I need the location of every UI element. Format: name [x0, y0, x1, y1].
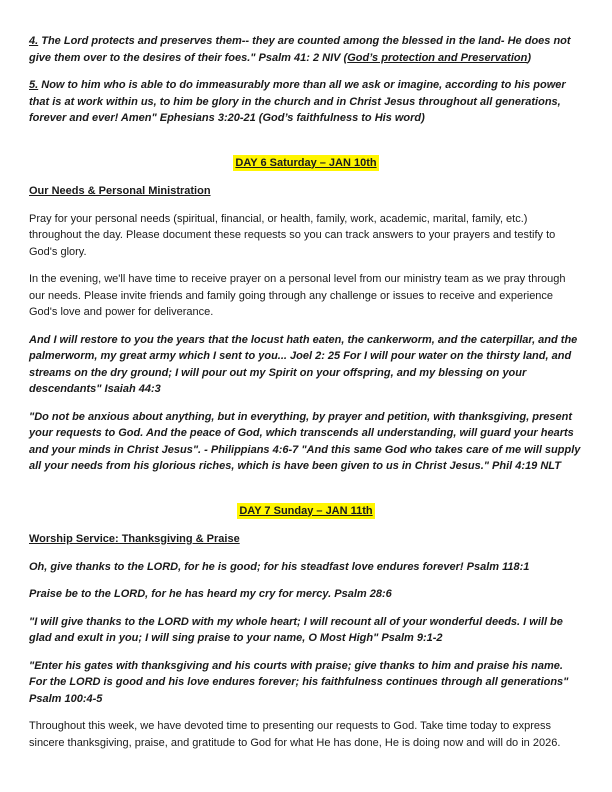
- day-7-scripture-quote-3: "I will give thanks to the LORD with my whole heart; I will recount all of your wonderful deeds. I will be glad and exult in you; I will sing praise to your name, O Most High" Psalm 9:1-2: [29, 615, 563, 644]
- day-7-scripture-quote-2: Praise be to the LORD, for he has heard my cry for mercy. Psalm 28:6: [29, 588, 392, 600]
- day-6-paragraph-2: In the evening, we'll have time to receive prayer on a personal level from our ministry team as we pray through our needs. Please invite friends and family going through any challenge or issues to receive and experience God's love and power for deliverance.: [29, 273, 566, 318]
- item-5-number: 5.: [29, 79, 39, 91]
- day-7-scripture-quote-1: Oh, give thanks to the LORD, for he is good; for his steadfast love endures forever! Psalm 118:1: [29, 560, 530, 573]
- day-7-closing-paragraph: Throughout this week, we have devoted time to presenting our requests to God. Take time today to express sincere thanksgiving, praise, and gratitude to God for what He has done, He is doing now and will do in 2026.: [29, 720, 561, 749]
- day-6-heading-highlight: DAY 6 Saturday – JAN 10th: [233, 155, 378, 172]
- scripture-item-4: [29, 33, 583, 66]
- day-6-subheading: Our Needs & Personal Ministration: [29, 185, 211, 197]
- day-6-scripture-quote-1: And I will restore to you the years that the locust hath eaten, the cankerworm, and the caterpillar, and the palmerworm, my great army which I sent to you... Joel 2: 25 For I will pour water on the thirsty land, and streams on the dry ground; I will pour out my Spirit on your offspring, and my blessing on your descendants" Isaiah 44:3: [29, 333, 578, 395]
- day-7-heading: [29, 503, 583, 520]
- day-6-scripture-quote-2: "Do not be anxious about anything, but in everything, by prayer and petition, with thanksgiving, present your requests to God. And the peace of God, which transcends all understanding, will guard your hearts and your minds in Christ Jesus". - Philippians 4:6-7 "And this same God who takes care of me will supply all your needs from his glorious riches, which is have been given to us in Christ Jesus." Phil 4:19 NLT: [29, 410, 581, 472]
- day-6-heading: [29, 155, 583, 172]
- item-4-text: The Lord protects and preserves them-- they are counted among the blessed in the land- He does not give them over to the desires of their foes." Psalm 41: 2 NIV (: [29, 35, 571, 64]
- item-4-underlined-phrase: God’s protection and Preservation: [347, 51, 528, 64]
- day-7-subheading: Worship Service: Thanksgiving & Praise: [29, 533, 240, 545]
- item-5-text: Now to him who is able to do immeasurably more than all we ask or imagine, according to his power that is at work within us, to him be glory in the church and in Christ Jesus throughout all generations, forever and ever! Amen" Ephesians 3:20-21 (God’s faithfulness to His word): [29, 79, 566, 124]
- scripture-item-5: [29, 77, 583, 127]
- day-7-scripture-quote-4: "Enter his gates with thanksgiving and his courts with praise; give thanks to him and praise his name. For the LORD is good and his love endures forever; his faithfulness continues through all generations" Psalm 100:4-5: [29, 659, 569, 705]
- item-4-number: 4.: [29, 35, 39, 47]
- day-6-paragraph-1: Pray for your personal needs (spiritual, financial, or health, family, work, academic, marital, family, etc.) throughout the day. Please document these requests so you can track answers to your prayers and testify to God's glory.: [29, 212, 556, 258]
- item-4-close: ): [527, 51, 531, 64]
- day-7-heading-highlight: DAY 7 Sunday – JAN 11th: [237, 503, 374, 520]
